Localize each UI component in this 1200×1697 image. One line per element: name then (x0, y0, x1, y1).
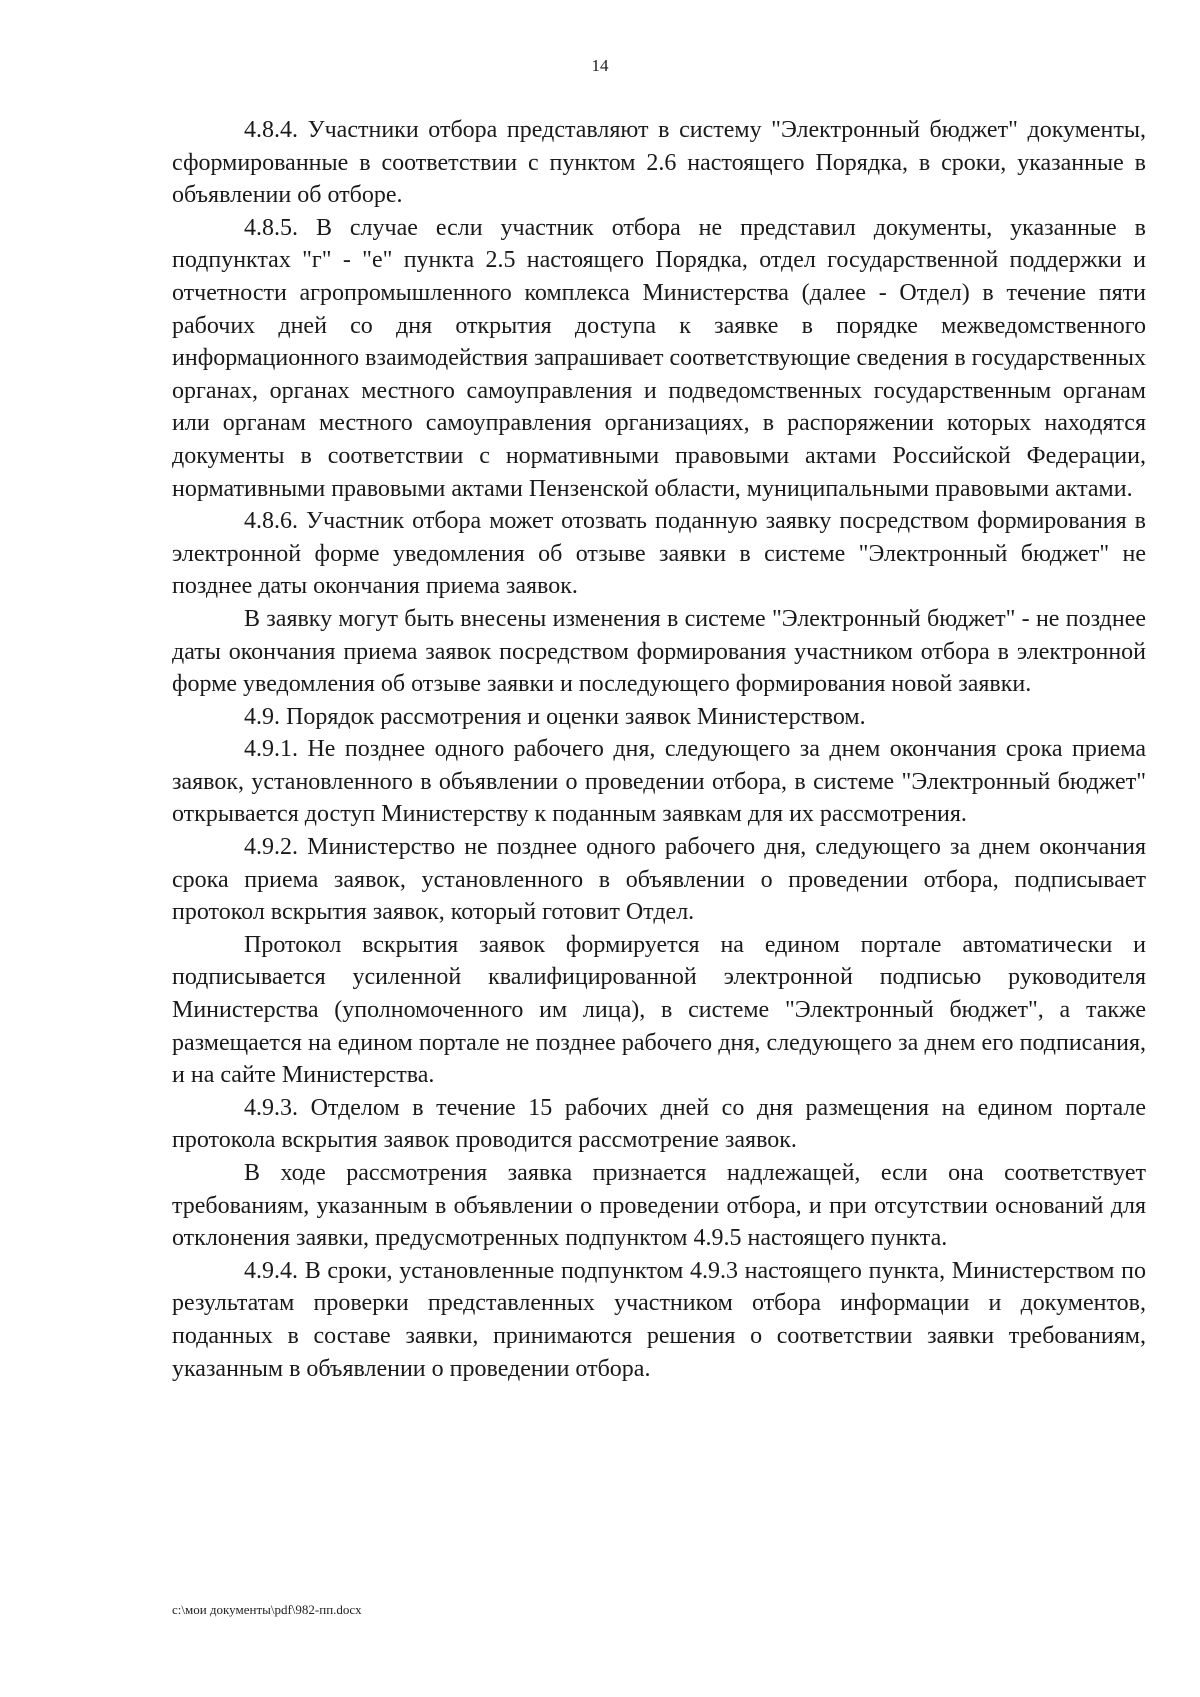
paragraph-4-8-4: 4.8.4. Участники отбора представляют в систему "Электронный бюджет" документы, сформированные в соответствии с пунктом 2.6 настоящего Порядка, в сроки, указанные в объявлении об отборе. (172, 117, 1146, 209)
paragraph-4-8-5: 4.8.5. В случае если участник отбора не представил документы, указанные в подпунктах "г" - "е" пункта 2.5 настоящего Порядка, отдел государственной поддержки и отчетности агропромышленного комплекса Министерства (далее - Отдел) в течение пяти рабочих дней со дня открытия доступа к заявке в порядке межведомственного информационного взаимодействия запрашивает соответствующие сведения в государственных органах, органах местного самоуправления и подведомственных государственным органам или органам местного самоуправления организациях, в распоряжении которых находятся документы в соответствии с нормативными правовыми актами Российской Федерации, нормативными правовыми актами Пензенской области, муниципальными правовыми актами. (172, 214, 1146, 502)
footer-file-path: c:\мои документы\pdf\982-пп.docx (172, 1602, 362, 1617)
paragraph-4-9-1: 4.9.1. Не позднее одного рабочего дня, следующего за днем окончания срока приема заявок, установленного в объявлении о проведении отбора, в системе "Электронный бюджет" открывается доступ Министерству к поданным заявкам для их рассмотрения. (172, 736, 1146, 828)
document-body (172, 114, 1146, 1385)
paragraph-4-9-2: 4.9.2. Министерство не позднее одного рабочего дня, следующего за днем окончания срока приема заявок, установленного в объявлении о проведении отбора, подписывает протокол вскрытия заявок, который готовит Отдел. (172, 834, 1146, 926)
page-number: 14 (591, 56, 609, 75)
paragraph-4-8-6: 4.8.6. Участник отбора может отозвать поданную заявку посредством формирования в электронной форме уведомления об отзыве заявки в системе "Электронный бюджет" не позднее даты окончания приема заявок. (172, 508, 1146, 600)
paragraph-review: В ходе рассмотрения заявка признается надлежащей, если она соответствует требованиям, указанным в объявлении о проведении отбора, и при отсутствии оснований для отклонения заявки, предусмотренных подпунктом 4.9.5 настоящего пункта. (172, 1160, 1146, 1252)
paragraph-4-9: 4.9. Порядок рассмотрения и оценки заявок Министерством. (244, 703, 866, 730)
paragraph-4-9-3: 4.9.3. Отделом в течение 15 рабочих дней со дня размещения на едином портале протокола вскрытия заявок проводится рассмотрение заявок. (172, 1094, 1146, 1154)
paragraph-changes: В заявку могут быть внесены изменения в системе "Электронный бюджет" - не позднее даты окончания приема заявок посредством формирования участником отбора в электронной форме уведомления об отзыве заявки и последующего формирования новой заявки. (172, 605, 1146, 698)
paragraph-protocol: Протокол вскрытия заявок формируется на едином портале автоматически и подписывается усиленной квалифицированной электронной подписью руководителя Министерства (уполномоченного им лица), в системе "Электронный бюджет", а также размещается на едином портале не позднее рабочего дня, следующего за днем его подписания, и на сайте Министерства. (172, 931, 1146, 1089)
paragraph-4-9-4: 4.9.4. В сроки, установленные подпунктом 4.9.3 настоящего пункта, Министерством по результатам проверки представленных участником отбора информации и документов, поданных в составе заявки, принимаются решения о соответствии заявки требованиям, указанным в объявлении о проведении отбора. (172, 1257, 1146, 1382)
